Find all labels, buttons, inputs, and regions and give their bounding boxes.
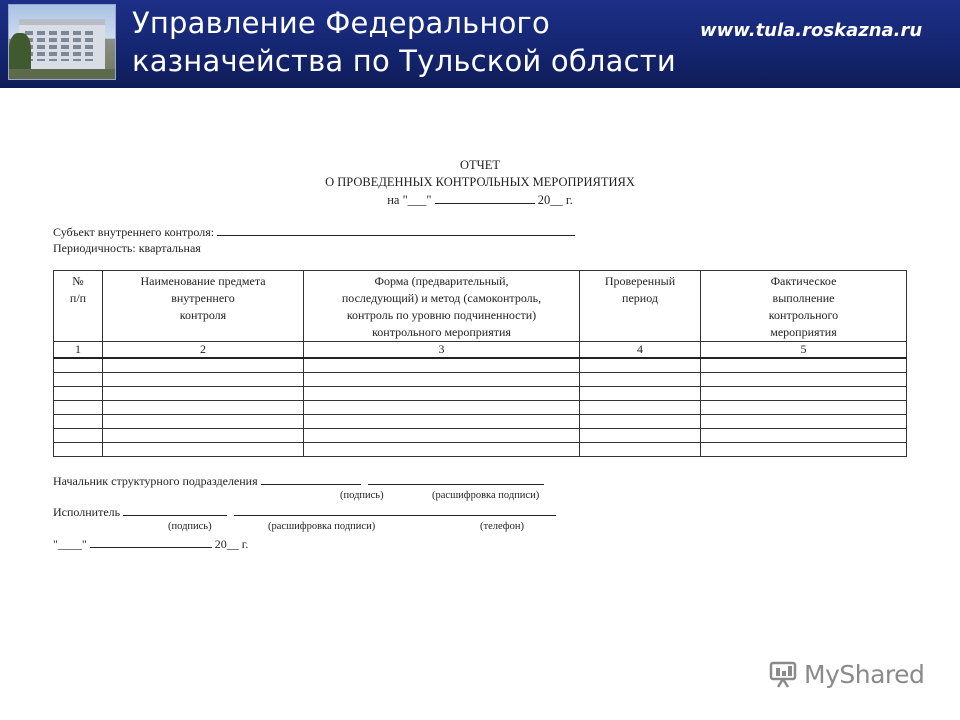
report-date-line [0,192,960,208]
column-number: 1 [54,342,103,359]
banner-title-line2: казначейства по Тульской области [132,44,676,78]
signature-date-line [53,536,248,552]
exec-sign-blank [123,504,227,516]
column-number: 3 [304,342,580,359]
header-cell: Форма (предварительный, последующий) и метод (самоконтроль, контроль по уровню подчиненности) контрольного мероприятия [304,271,580,342]
presentation-icon [768,659,798,689]
report-date-prefix: на "___" [387,193,432,207]
table-row [54,443,907,457]
report-subtitle: О ПРОВЕДЕННЫХ КОНТРОЛЬНЫХ МЕРОПРИЯТИЯХ [325,175,635,189]
exec-decode-blank [234,504,556,516]
report-date-year: 20__ г. [537,193,573,207]
myshared-logo [768,658,924,690]
header-cell: Проверенный период [580,271,701,342]
exec-decode-caption: (расшифровка подписи) [268,521,376,532]
head-sign-caption: (подпись) [340,490,384,501]
table-row [54,429,907,443]
periodicity: Периодичность: квартальная [53,241,201,255]
control-report-table [53,270,907,457]
table-row [54,358,907,373]
signature-date-prefix: "____" [53,537,87,551]
subject-label: Субъект внутреннего контроля: [53,225,215,239]
exec-sign-caption: (подпись) [168,521,212,532]
executor-signature-line [53,504,556,520]
subject-blank [217,224,575,236]
exec-phone-caption: (телефон) [480,521,524,532]
table-row [54,401,907,415]
table-header-row [54,271,907,342]
signature-date-blank [90,536,212,548]
banner-title-line1: Управление Федерального [132,6,550,40]
column-number: 5 [701,342,907,359]
table-row [54,415,907,429]
column-number-row [54,342,907,359]
subject-line [53,224,575,240]
column-number: 4 [580,342,701,359]
myshared-text: MyShared [804,659,925,689]
table-row [54,373,907,387]
head-decode-caption: (расшифровка подписи) [432,490,540,501]
head-signature-line [53,473,544,489]
executor-label: Исполнитель [53,505,121,519]
head-label: Начальник структурного подразделения [53,474,258,488]
website-link[interactable]: www.tula.roskazna.ru [700,20,923,41]
head-sign-blank [261,473,361,485]
table-row [54,387,907,401]
head-decode-blank [368,473,544,485]
header-cell: Фактическое выполнение контрольного мероприятия [701,271,907,342]
signature-date-year: 20__ г. [214,537,249,551]
header-cell: № п/п [54,271,103,342]
header-cell: Наименование предмета внутреннего контроля [103,271,304,342]
report-title: ОТЧЕТ [459,158,501,172]
column-number: 2 [103,342,304,359]
date-month-blank [435,192,535,204]
